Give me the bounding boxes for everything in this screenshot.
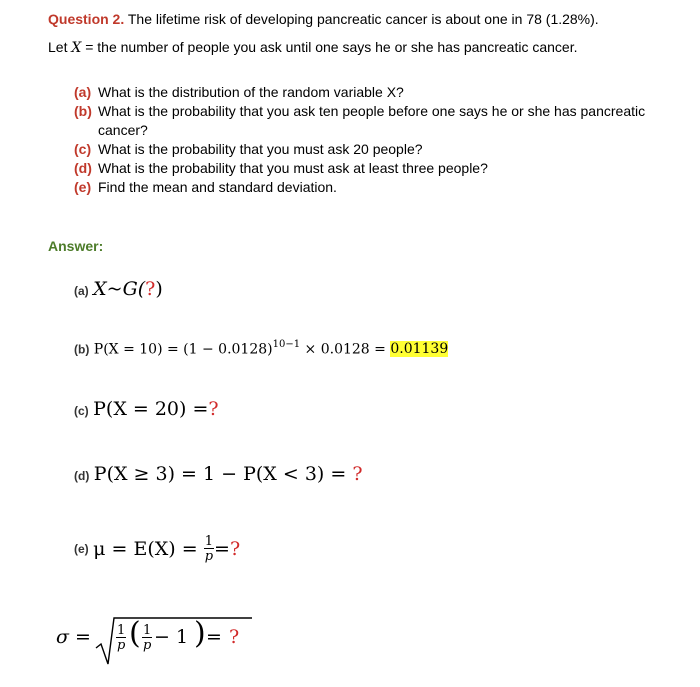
fraction-numerator: 1 (204, 534, 213, 549)
answer-a (74, 278, 163, 300)
sub-question-list (74, 83, 674, 197)
left-paren: ( (129, 616, 141, 651)
answer-heading (48, 238, 103, 254)
answer-b-result: 0.01139 (390, 341, 449, 358)
answer-label: (c) (74, 404, 89, 418)
answer-b-expr: P(X = 10) = (1 − 0.0128) (93, 341, 273, 358)
sub-question-label: (b) (74, 103, 92, 119)
let-variable: X (71, 40, 82, 56)
fraction-denominator: p (143, 638, 152, 653)
answer-c-question-mark: ? (208, 398, 219, 420)
sub-question-label: (d) (74, 160, 92, 176)
answer-d (74, 463, 363, 485)
let-prefix: Let (48, 39, 72, 55)
sub-question-label: (c) (74, 141, 92, 157)
mean-fraction (204, 535, 214, 563)
fraction-denominator: p (117, 638, 126, 653)
answer-b (74, 339, 448, 358)
sub-question-text: What is the distribution of the random variable X? (98, 84, 404, 100)
sub-question-b (74, 102, 674, 140)
sub-question-c (74, 140, 674, 159)
sub-question-text: What is the probability that you must ask at least three people? (98, 160, 488, 176)
sub-question-text: Find the mean and standard deviation. (98, 179, 337, 195)
sigma-fraction-outer (116, 624, 126, 652)
answer-c-expr: P(X = 20) = (93, 398, 209, 420)
answer-d-question-mark: ? (352, 463, 363, 485)
sigma-question-mark: ? (229, 626, 240, 648)
question-label: Question 2. (48, 11, 125, 27)
answer-e-question-mark: ? (229, 538, 241, 560)
answer-d-expr: P(X ≥ 3) = 1 − P(X < 3) = (93, 463, 353, 485)
answer-label: (b) (74, 342, 90, 357)
sub-question-label: (e) (74, 179, 92, 195)
sub-question-text: What is the probability that you must ask 20 people? (98, 141, 423, 157)
question-header (48, 10, 599, 28)
sigma-minus-one: − 1 (154, 626, 189, 648)
sigma-equals: = (206, 626, 222, 648)
fraction-denominator: p (204, 549, 214, 564)
answer-label: (a) (74, 284, 89, 298)
sub-question-label: (a) (74, 84, 92, 100)
answer-e (74, 535, 240, 563)
sub-question-e (74, 178, 674, 197)
answer-label: (e) (74, 542, 89, 557)
fraction-numerator: 1 (117, 623, 126, 638)
answer-c (74, 398, 219, 420)
sub-question-text: What is the probability that you ask ten people before one says he or she has pancreatic cancer? (98, 103, 646, 138)
answer-a-expr: X~G( (93, 278, 146, 300)
let-statement (48, 38, 577, 57)
answer-heading-text: Answer: (48, 238, 104, 254)
sigma-lhs: σ = (56, 626, 91, 648)
answer-e-equals: = (214, 538, 230, 560)
right-paren: ) (194, 616, 206, 651)
sub-question-a (74, 83, 674, 102)
answer-a-close: ) (155, 278, 163, 300)
sub-question-d (74, 159, 674, 178)
fraction-numerator: 1 (143, 623, 152, 638)
let-text: = the number of people you ask until one says he or she has pancreatic cancer. (81, 39, 578, 55)
answer-a-question-mark: ? (145, 278, 156, 300)
question-text: The lifetime risk of developing pancreatic cancer is about one in 78 (1.28%). (127, 11, 599, 27)
answer-label: (d) (74, 469, 90, 483)
answer-e-expr: μ = E(X) = (93, 538, 204, 560)
sigma-fraction-inner (142, 624, 152, 652)
answer-b-expr-post: × 0.0128 = (300, 341, 391, 358)
answer-b-exponent: 10−1 (272, 339, 301, 350)
